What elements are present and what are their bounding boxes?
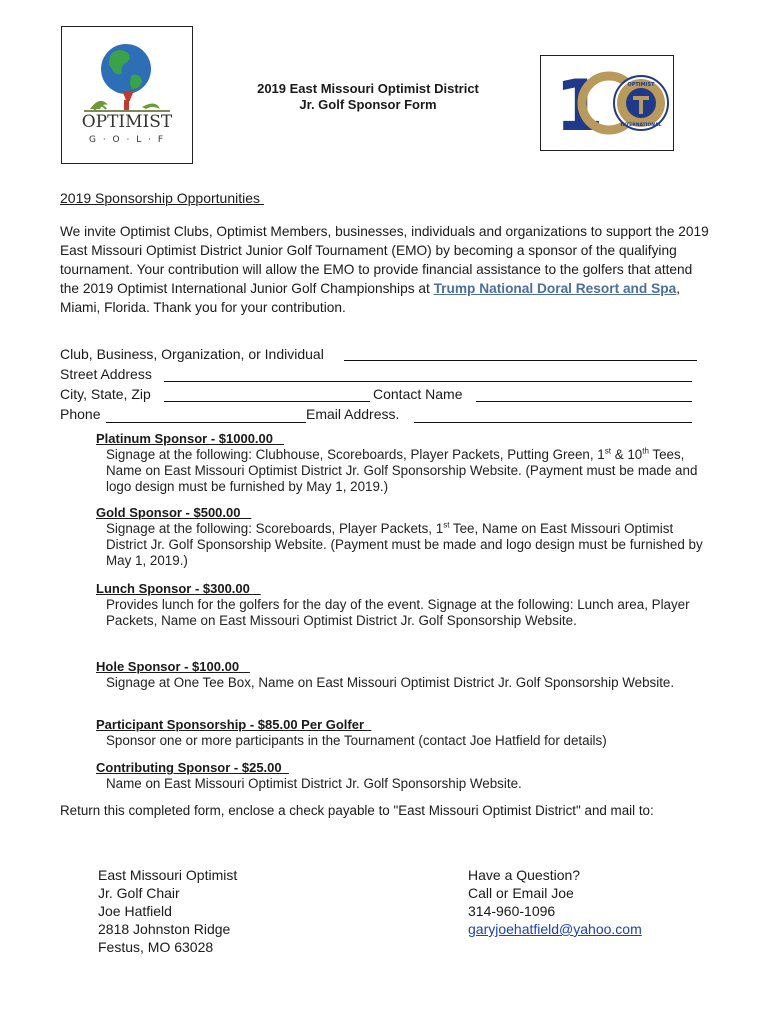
phone-number: 314-960-1096 bbox=[468, 903, 556, 919]
form-title bbox=[200, 81, 536, 113]
doral-resort-link[interactable]: Trump National Doral Resort and Spa bbox=[433, 281, 677, 296]
hole-tier bbox=[96, 659, 716, 691]
platinum-tier bbox=[96, 431, 716, 495]
lunch-description: Provides lunch for the golfers for the day of the event. Signage at the following: Lunch area, Player Packets, Name on East Missouri Optimist District Jr. Golf Sponsorship Website. bbox=[106, 597, 690, 628]
participant-heading: Participant Sponsorship - $85.00 Per Golfer bbox=[96, 717, 372, 732]
address-line-4: 2818 Johnston Ridge bbox=[98, 921, 231, 937]
city-state-zip-field[interactable] bbox=[164, 387, 370, 402]
gold-heading: Gold Sponsor - $500.00 bbox=[96, 505, 252, 520]
platinum-heading: Platinum Sponsor - $1000.00 bbox=[96, 431, 284, 446]
hole-description: Signage at One Tee Box, Name on East Missouri Optimist District Jr. Golf Sponsorship Website. bbox=[106, 675, 675, 690]
svg-text:G · O · L · F: G · O · L · F bbox=[89, 135, 165, 145]
gold-description: Signage at the following: Scoreboards, Player Packets, 1st Tee, Name on East Missouri Optimist District Jr. Golf Sponsorship Website. (Payment must be made and logo design must be furnished by May 1, 2019.) bbox=[106, 520, 703, 568]
email-field[interactable] bbox=[414, 408, 692, 423]
contributing-tier bbox=[96, 760, 716, 792]
address-line-2: Jr. Golf Chair bbox=[98, 885, 180, 901]
title-line-1: 2019 East Missouri Optimist District bbox=[257, 81, 479, 96]
phone-label: Phone bbox=[60, 406, 101, 422]
phone-row bbox=[60, 406, 100, 426]
contributing-heading: Contributing Sponsor - $25.00 bbox=[96, 760, 289, 775]
return-instructions: Return this completed form, enclose a check payable to "East Missouri Optimist District" and mail to: bbox=[60, 803, 654, 818]
title-line-2: Jr. Golf Sponsor Form bbox=[299, 97, 437, 112]
street-row bbox=[60, 366, 152, 386]
street-field[interactable] bbox=[164, 367, 692, 382]
contact-label: Contact Name bbox=[373, 386, 463, 402]
contributing-description: Name on East Missouri Optimist District Jr. Golf Sponsorship Website. bbox=[106, 776, 522, 791]
mailing-address bbox=[98, 866, 237, 956]
city-row bbox=[60, 386, 151, 406]
club-row bbox=[60, 346, 324, 366]
email-row bbox=[306, 406, 399, 426]
club-field[interactable] bbox=[344, 346, 697, 361]
lunch-heading: Lunch Sponsor - $300.00 bbox=[96, 581, 261, 596]
address-line-5: Festus, MO 63028 bbox=[98, 939, 214, 955]
svg-text:OPTIMIST: OPTIMIST bbox=[627, 82, 655, 88]
platinum-description: Signage at the following: Clubhouse, Scoreboards, Player Packets, Putting Green, 1st & 10th Tees, Name on East Missouri Optimist District Jr. Golf Sponsorship Website. (Payment must be made and logo design must be furnished by May 1, 2019.) bbox=[106, 446, 698, 494]
club-label: Club, Business, Organization, or Individual bbox=[60, 346, 324, 362]
oi-centennial-icon bbox=[541, 56, 673, 150]
optimist-international-100-logo bbox=[540, 55, 674, 151]
optimist-golf-logo bbox=[61, 26, 193, 164]
street-label: Street Address bbox=[60, 366, 152, 382]
globe-tee-icon bbox=[62, 27, 192, 163]
intro-text-1: We invite Optimist Clubs, Optimist Members, businesses, individuals and organizations to support the 2019 East Missouri Optimist District Junior Golf Tournament (EMO) by becoming a sponsor of the qualifying tournament. Your contribution will allow the EMO to provide financial assistance to the golfers that attend the 2019 Optimist International Junior Golf Championships at bbox=[60, 224, 709, 296]
phone-field[interactable] bbox=[106, 408, 306, 423]
intro-paragraph bbox=[60, 222, 710, 317]
opportunities-heading: 2019 Sponsorship Opportunities bbox=[60, 190, 264, 206]
hole-heading: Hole Sponsor - $100.00 bbox=[96, 659, 250, 674]
svg-text:OPTIMIST: OPTIMIST bbox=[81, 112, 173, 132]
lunch-tier bbox=[96, 581, 716, 629]
email-label: Email Address. bbox=[306, 406, 400, 422]
intro-text-2: , Miami, Florida. Thank you for your contribution. bbox=[60, 281, 681, 315]
city-label: City, State, Zip bbox=[60, 386, 151, 402]
svg-text:1: 1 bbox=[555, 65, 604, 147]
question-text: Have a Question? bbox=[468, 867, 581, 883]
participant-tier bbox=[96, 717, 716, 749]
contact-name-field[interactable] bbox=[476, 387, 692, 402]
call-text: Call or Email Joe bbox=[468, 885, 574, 901]
gold-tier bbox=[96, 505, 716, 569]
email-link[interactable]: garyjoehatfield@yahoo.com bbox=[468, 921, 642, 937]
participant-description: Sponsor one or more participants in the Tournament (contact Joe Hatfield for details) bbox=[106, 733, 607, 748]
address-line-1: East Missouri Optimist bbox=[98, 867, 238, 883]
svg-text:INTERNATIONAL: INTERNATIONAL bbox=[620, 123, 662, 128]
contact-info bbox=[468, 866, 642, 938]
contact-row bbox=[373, 386, 462, 406]
address-line-3: Joe Hatfield bbox=[98, 903, 172, 919]
